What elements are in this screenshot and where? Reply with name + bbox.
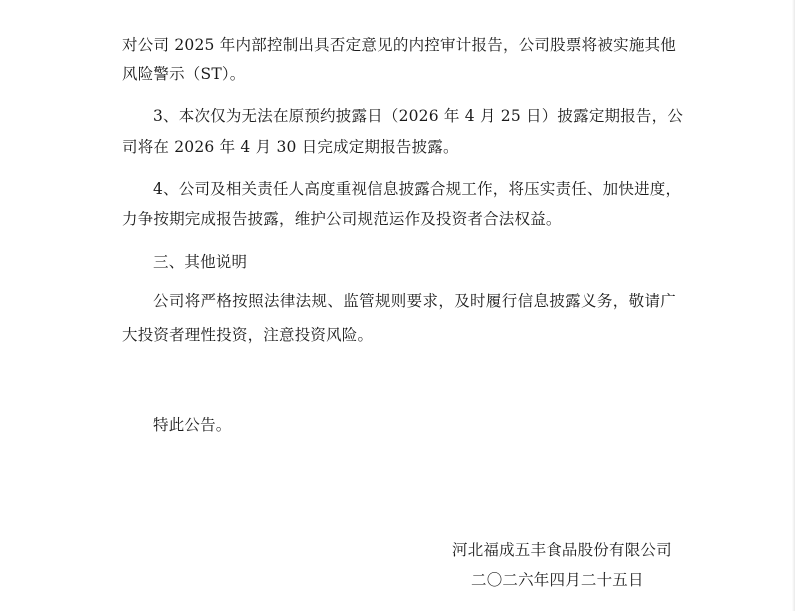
st-paragraph-line-2: 风险警示（ST）。 [122,65,246,83]
signature-company: 河北福成五丰食品股份有限公司 [452,541,672,559]
closing-statement: 特此公告。 [153,416,232,434]
item-3-line-1: 3、本次仅为无法在原预约披露日（2026 年 4 月 25 日）披露定期报告，公 [153,107,684,125]
signature-date: 二〇二六年四月二十五日 [471,571,644,589]
section-3-body-line-2: 大投资者理性投资，注意投资风险。 [122,326,374,344]
item-4-line-2: 力争按期完成报告披露，维护公司规范运作及投资者合法权益。 [122,210,562,228]
item-4-line-1: 4、公司及相关责任人高度重视信息披露合规工作，将压实责任、加快进度， [153,180,682,198]
section-3-heading: 三、其他说明 [153,253,248,271]
item-3-line-2: 司将在 2026 年 4 月 30 日完成定期报告披露。 [122,138,459,156]
st-paragraph-line-1: 对公司 2025 年内部控制出具否定意见的内控审计报告，公司股票将被实施其他 [122,36,676,54]
section-3-body-line-1: 公司将严格按照法律法规、监管规则要求，及时履行信息披露义务，敬请广 [153,292,676,310]
